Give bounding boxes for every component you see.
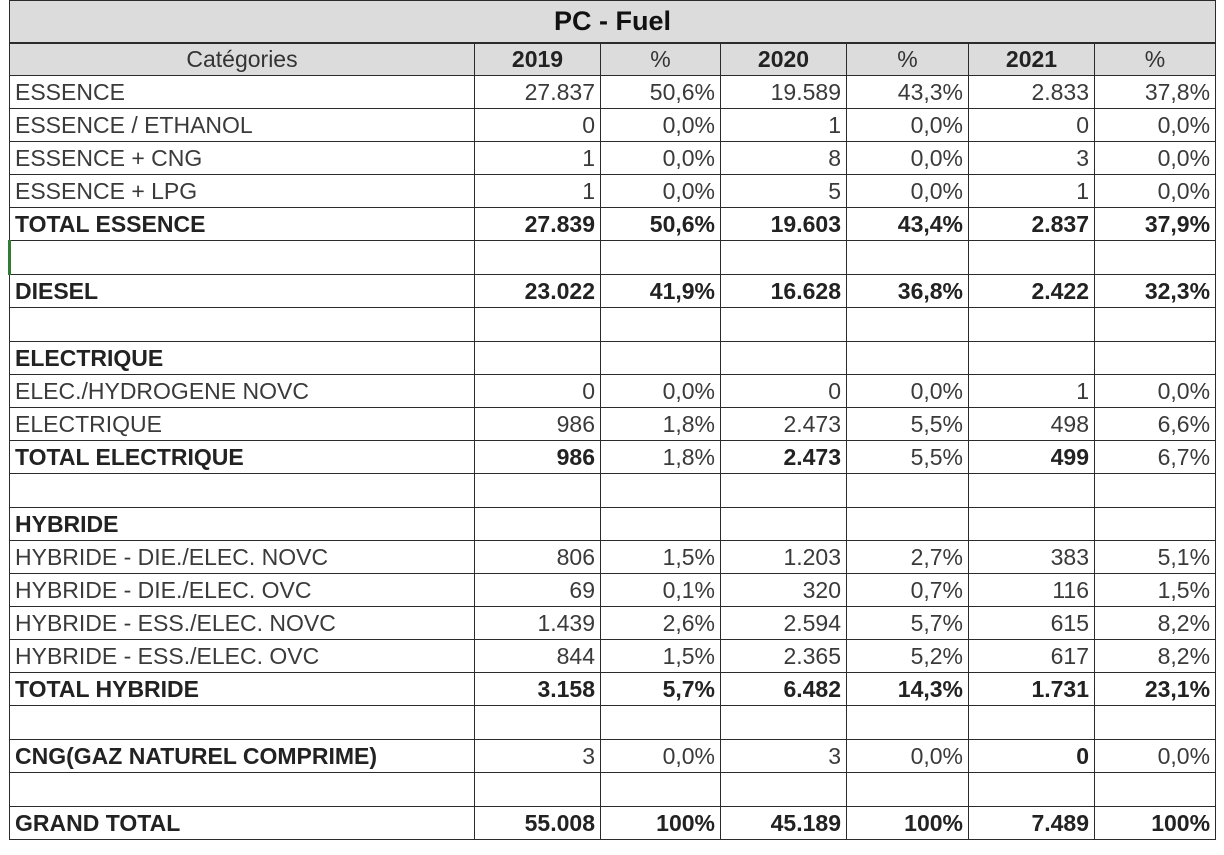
cell-pct-2019[interactable]: 0,0% [601,109,721,142]
cell-pct-2019[interactable] [601,241,721,275]
cell-category[interactable] [10,706,475,740]
cell-pct-2021[interactable]: 8,2% [1095,607,1216,640]
cell-category[interactable] [10,773,475,807]
cell-value-2021[interactable]: 7.489 [969,807,1095,840]
cell-pct-2020[interactable] [847,342,969,375]
table-row [10,706,1216,740]
cell-value-2021[interactable]: 116 [969,574,1095,607]
cell-pct-2020[interactable] [847,474,969,508]
cell-category[interactable]: TOTAL HYBRIDE [10,673,475,706]
table-row [10,807,1216,840]
cell-pct-2021[interactable]: 6,7% [1095,441,1216,474]
cell-pct-2019[interactable]: 50,6% [601,208,721,241]
cell-value-2020[interactable]: 3 [721,740,847,773]
cell-pct-2020[interactable]: 0,0% [847,109,969,142]
table-row [10,773,1216,807]
header-pct-2021[interactable]: % [1095,43,1216,76]
cell-pct-2020[interactable]: 5,5% [847,408,969,441]
cell-category[interactable]: GRAND TOTAL [10,807,475,840]
cell-pct-2020[interactable]: 0,7% [847,574,969,607]
cell-pct-2019[interactable]: 100% [601,807,721,840]
cell-pct-2019[interactable]: 0,0% [601,142,721,175]
cell-pct-2020[interactable]: 5,7% [847,607,969,640]
cell-category[interactable] [10,241,475,275]
cell-pct-2021[interactable]: 37,9% [1095,208,1216,241]
cell-pct-2019[interactable]: 0,0% [601,375,721,408]
cell-value-2019[interactable]: 27.837 [475,76,601,109]
cell-value-2020[interactable] [721,474,847,508]
header-pct-2019[interactable]: % [601,43,721,76]
header-2020[interactable]: 2020 [721,43,847,76]
cell-pct-2021[interactable] [1095,241,1216,275]
cell-category[interactable]: HYBRIDE - DIE./ELEC. NOVC [10,541,475,574]
cell-pct-2021[interactable]: 32,3% [1095,275,1216,308]
cell-pct-2019[interactable] [601,773,721,807]
cell-pct-2019[interactable]: 5,7% [601,673,721,706]
cell-pct-2019[interactable]: 0,0% [601,175,721,208]
cell-value-2019[interactable]: 23.022 [475,275,601,308]
cell-value-2021[interactable] [969,474,1095,508]
cell-value-2021[interactable]: 0 [969,109,1095,142]
cell-value-2021[interactable] [969,706,1095,740]
cell-value-2019[interactable] [475,474,601,508]
cell-category[interactable]: TOTAL ESSENCE [10,208,475,241]
cell-category[interactable]: ESSENCE / ETHANOL [10,109,475,142]
cell-pct-2021[interactable]: 5,1% [1095,541,1216,574]
cell-pct-2020[interactable]: 5,2% [847,640,969,673]
cell-pct-2019[interactable] [601,706,721,740]
table-row [10,175,1216,208]
table-row [10,640,1216,673]
cell-value-2021[interactable] [969,308,1095,342]
cell-pct-2021[interactable]: 0,0% [1095,740,1216,773]
cell-value-2019[interactable] [475,241,601,275]
cell-pct-2021[interactable]: 37,8% [1095,76,1216,109]
header-2021[interactable]: 2021 [969,43,1095,76]
cell-pct-2020[interactable]: 5,5% [847,441,969,474]
cell-value-2019[interactable]: 3 [475,740,601,773]
cell-category[interactable]: ESSENCE + CNG [10,142,475,175]
cell-value-2020[interactable] [721,342,847,375]
cell-category[interactable]: ELECTRIQUE [10,342,475,375]
cell-pct-2020[interactable] [847,308,969,342]
cell-pct-2020[interactable]: 43,3% [847,76,969,109]
cell-pct-2020[interactable]: 36,8% [847,275,969,308]
cell-value-2019[interactable]: 986 [475,408,601,441]
cell-pct-2020[interactable]: 100% [847,807,969,840]
cell-value-2020[interactable]: 1.203 [721,541,847,574]
cell-value-2019[interactable]: 3.158 [475,673,601,706]
cell-pct-2019[interactable]: 1,8% [601,441,721,474]
cell-value-2019[interactable]: 55.008 [475,807,601,840]
table-row [10,474,1216,508]
cell-value-2019[interactable]: 1 [475,175,601,208]
cell-value-2019[interactable]: 1 [475,142,601,175]
cell-value-2019[interactable] [475,508,601,541]
cell-value-2021[interactable] [969,508,1095,541]
cell-category[interactable]: HYBRIDE [10,508,475,541]
cell-value-2021[interactable]: 617 [969,640,1095,673]
cell-pct-2019[interactable] [601,308,721,342]
cell-pct-2021[interactable] [1095,706,1216,740]
cell-pct-2020[interactable]: 0,0% [847,142,969,175]
cell-pct-2021[interactable]: 0,0% [1095,109,1216,142]
cell-pct-2021[interactable]: 8,2% [1095,640,1216,673]
cell-category[interactable]: ELECTRIQUE [10,408,475,441]
table-row [10,441,1216,474]
table-row [10,109,1216,142]
cell-value-2019[interactable]: 1.439 [475,607,601,640]
cell-pct-2020[interactable] [847,241,969,275]
header-categories[interactable]: Catégories [10,43,475,76]
table-row [10,508,1216,541]
sheet-edge [1217,0,1224,855]
cell-pct-2020[interactable]: 2,7% [847,541,969,574]
cell-pct-2021[interactable] [1095,308,1216,342]
cell-category[interactable]: ESSENCE + LPG [10,175,475,208]
table-row [10,541,1216,574]
cell-pct-2019[interactable]: 1,5% [601,541,721,574]
cell-category[interactable]: HYBRIDE - DIE./ELEC. OVC [10,574,475,607]
table-row [10,342,1216,375]
cell-value-2021[interactable]: 0 [969,740,1095,773]
cell-pct-2021[interactable] [1095,342,1216,375]
cell-pct-2019[interactable]: 1,5% [601,640,721,673]
cell-pct-2021[interactable]: 0,0% [1095,375,1216,408]
cell-value-2019[interactable]: 27.839 [475,208,601,241]
cell-value-2020[interactable] [721,308,847,342]
cell-pct-2020[interactable]: 0,0% [847,740,969,773]
cell-value-2021[interactable]: 2.422 [969,275,1095,308]
cell-pct-2019[interactable] [601,474,721,508]
header-row [10,43,1216,76]
table-row [10,740,1216,773]
cell-pct-2019[interactable] [601,342,721,375]
cell-value-2021[interactable]: 1 [969,375,1095,408]
table-row [10,408,1216,441]
cell-pct-2020[interactable]: 0,0% [847,175,969,208]
cell-category[interactable]: DIESEL [10,275,475,308]
header-2019[interactable]: 2019 [475,43,601,76]
cell-value-2020[interactable]: 16.628 [721,275,847,308]
cell-value-2020[interactable]: 1 [721,109,847,142]
cell-pct-2021[interactable]: 0,0% [1095,175,1216,208]
table-row [10,574,1216,607]
cell-pct-2020[interactable] [847,508,969,541]
cell-value-2019[interactable]: 0 [475,375,601,408]
cell-value-2019[interactable]: 986 [475,441,601,474]
cell-pct-2019[interactable] [601,508,721,541]
cell-pct-2021[interactable] [1095,773,1216,807]
cell-pct-2021[interactable]: 23,1% [1095,673,1216,706]
table-row [10,673,1216,706]
cell-pct-2019[interactable]: 0,0% [601,740,721,773]
cell-value-2019[interactable]: 69 [475,574,601,607]
cell-value-2021[interactable]: 2.837 [969,208,1095,241]
cell-value-2021[interactable]: 1 [969,175,1095,208]
cell-pct-2020[interactable] [847,773,969,807]
cell-value-2021[interactable] [969,241,1095,275]
cell-category[interactable]: HYBRIDE - ESS./ELEC. NOVC [10,607,475,640]
table-title[interactable]: PC - Fuel [10,1,1216,43]
pc-fuel-table [8,0,1216,840]
cell-value-2021[interactable]: 498 [969,408,1095,441]
cell-value-2019[interactable]: 0 [475,109,601,142]
cell-category[interactable] [10,474,475,508]
cell-value-2019[interactable] [475,706,601,740]
cell-pct-2020[interactable] [847,706,969,740]
title-row [10,1,1216,43]
cell-value-2020[interactable]: 2.594 [721,607,847,640]
table-row [10,208,1216,241]
cell-category[interactable]: ELEC./HYDROGENE NOVC [10,375,475,408]
cell-value-2020[interactable] [721,508,847,541]
cell-value-2020[interactable]: 0 [721,375,847,408]
table-row [10,308,1216,342]
cell-pct-2021[interactable] [1095,508,1216,541]
cell-value-2020[interactable] [721,773,847,807]
cell-value-2021[interactable]: 615 [969,607,1095,640]
table-row [10,275,1216,308]
cell-value-2020[interactable]: 6.482 [721,673,847,706]
table-row [10,375,1216,408]
cell-pct-2021[interactable]: 0,0% [1095,142,1216,175]
cell-pct-2019[interactable]: 2,6% [601,607,721,640]
header-pct-2020[interactable]: % [847,43,969,76]
cell-pct-2019[interactable]: 1,8% [601,408,721,441]
cell-pct-2020[interactable]: 14,3% [847,673,969,706]
cell-value-2020[interactable]: 5 [721,175,847,208]
cell-pct-2020[interactable]: 0,0% [847,375,969,408]
cell-value-2020[interactable]: 2.473 [721,408,847,441]
cell-value-2019[interactable]: 806 [475,541,601,574]
cell-value-2021[interactable]: 2.833 [969,76,1095,109]
cell-value-2020[interactable] [721,241,847,275]
cell-value-2020[interactable] [721,706,847,740]
table-row [10,76,1216,109]
cell-category[interactable]: CNG(GAZ NATUREL COMPRIME) [10,740,475,773]
cell-value-2021[interactable]: 499 [969,441,1095,474]
cell-value-2020[interactable]: 320 [721,574,847,607]
cell-value-2021[interactable] [969,773,1095,807]
cell-pct-2020[interactable]: 43,4% [847,208,969,241]
cell-pct-2019[interactable]: 0,1% [601,574,721,607]
cell-category[interactable]: HYBRIDE - ESS./ELEC. OVC [10,640,475,673]
cell-value-2021[interactable]: 3 [969,142,1095,175]
table-row [10,241,1216,275]
cell-value-2021[interactable] [969,342,1095,375]
cell-value-2020[interactable]: 19.603 [721,208,847,241]
cell-category[interactable]: ESSENCE [10,76,475,109]
cell-pct-2021[interactable] [1095,474,1216,508]
cell-value-2019[interactable] [475,342,601,375]
cell-value-2021[interactable]: 1.731 [969,673,1095,706]
cell-pct-2019[interactable]: 41,9% [601,275,721,308]
cell-value-2019[interactable]: 844 [475,640,601,673]
cell-value-2020[interactable]: 8 [721,142,847,175]
cell-value-2019[interactable] [475,773,601,807]
cell-category[interactable]: TOTAL ELECTRIQUE [10,441,475,474]
table-row [10,607,1216,640]
cell-category[interactable] [10,308,475,342]
cell-value-2020[interactable]: 2.365 [721,640,847,673]
cell-value-2020[interactable]: 45.189 [721,807,847,840]
cell-pct-2021[interactable]: 100% [1095,807,1216,840]
cell-value-2020[interactable]: 2.473 [721,441,847,474]
cell-pct-2019[interactable]: 50,6% [601,76,721,109]
cell-pct-2021[interactable]: 1,5% [1095,574,1216,607]
cell-value-2019[interactable] [475,308,601,342]
table-row [10,142,1216,175]
cell-value-2020[interactable]: 19.589 [721,76,847,109]
cell-pct-2021[interactable]: 6,6% [1095,408,1216,441]
cell-value-2021[interactable]: 383 [969,541,1095,574]
